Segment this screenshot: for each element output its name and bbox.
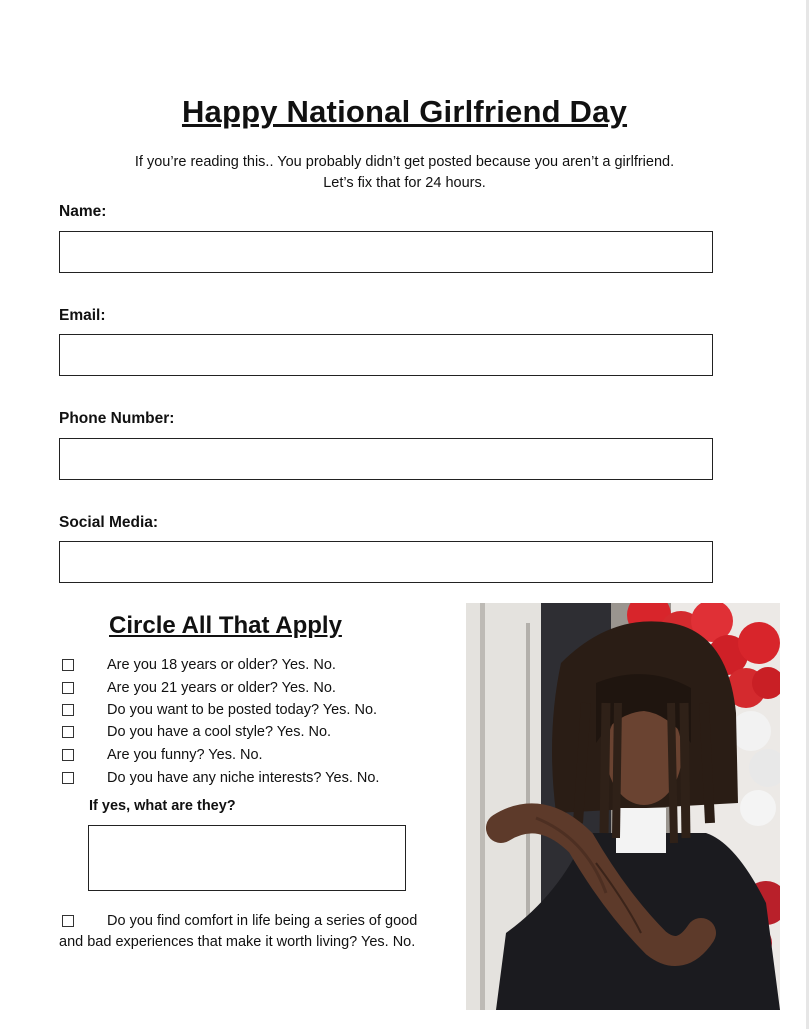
section-title: Circle All That Apply <box>109 612 342 639</box>
final-question <box>59 911 459 953</box>
social-media-field[interactable] <box>59 541 713 583</box>
question-text: Are you funny? Yes. No. <box>107 747 263 763</box>
final-question-line-2: and bad experiences that make it worth living? Yes. No. <box>59 934 416 950</box>
phone-number-field[interactable] <box>59 438 713 480</box>
email-label: Email: <box>59 307 106 324</box>
social-media-label: Social Media: <box>59 514 159 531</box>
question-checkbox[interactable] <box>62 726 74 738</box>
question-checkbox[interactable] <box>62 704 74 716</box>
intro-line-2: Let’s fix that for 24 hours. <box>323 175 486 191</box>
question-text: Do you have any niche interests? Yes. No. <box>107 770 380 786</box>
page-title: Happy National Girlfriend Day <box>181 94 628 129</box>
intro-text <box>0 152 809 194</box>
question-text: Are you 21 years or older? Yes. No. <box>107 680 336 696</box>
question-checkbox[interactable] <box>62 772 74 784</box>
question-checkbox[interactable] <box>62 659 74 671</box>
name-field[interactable] <box>59 231 713 273</box>
name-label: Name: <box>59 203 107 220</box>
question-text: Are you 18 years or older? Yes. No. <box>107 657 336 673</box>
portrait-photo <box>466 603 780 1010</box>
phone-number-label: Phone Number: <box>59 410 175 427</box>
niche-interests-field[interactable] <box>88 825 406 891</box>
question-text: Do you want to be posted today? Yes. No. <box>107 702 378 718</box>
question-text: Do you have a cool style? Yes. No. <box>107 724 332 740</box>
niche-interests-label: If yes, what are they? <box>89 798 236 814</box>
question-checkbox[interactable] <box>62 749 74 761</box>
final-question-line-1: Do you find comfort in life being a series of good <box>107 913 418 929</box>
email-field[interactable] <box>59 334 713 376</box>
question-checkbox[interactable] <box>62 682 74 694</box>
intro-line-1: If you’re reading this.. You probably didn’t get posted because you aren’t a girlfriend. <box>134 154 675 170</box>
portrait-photo-illustration <box>466 603 780 1010</box>
final-question-checkbox[interactable] <box>62 915 74 927</box>
